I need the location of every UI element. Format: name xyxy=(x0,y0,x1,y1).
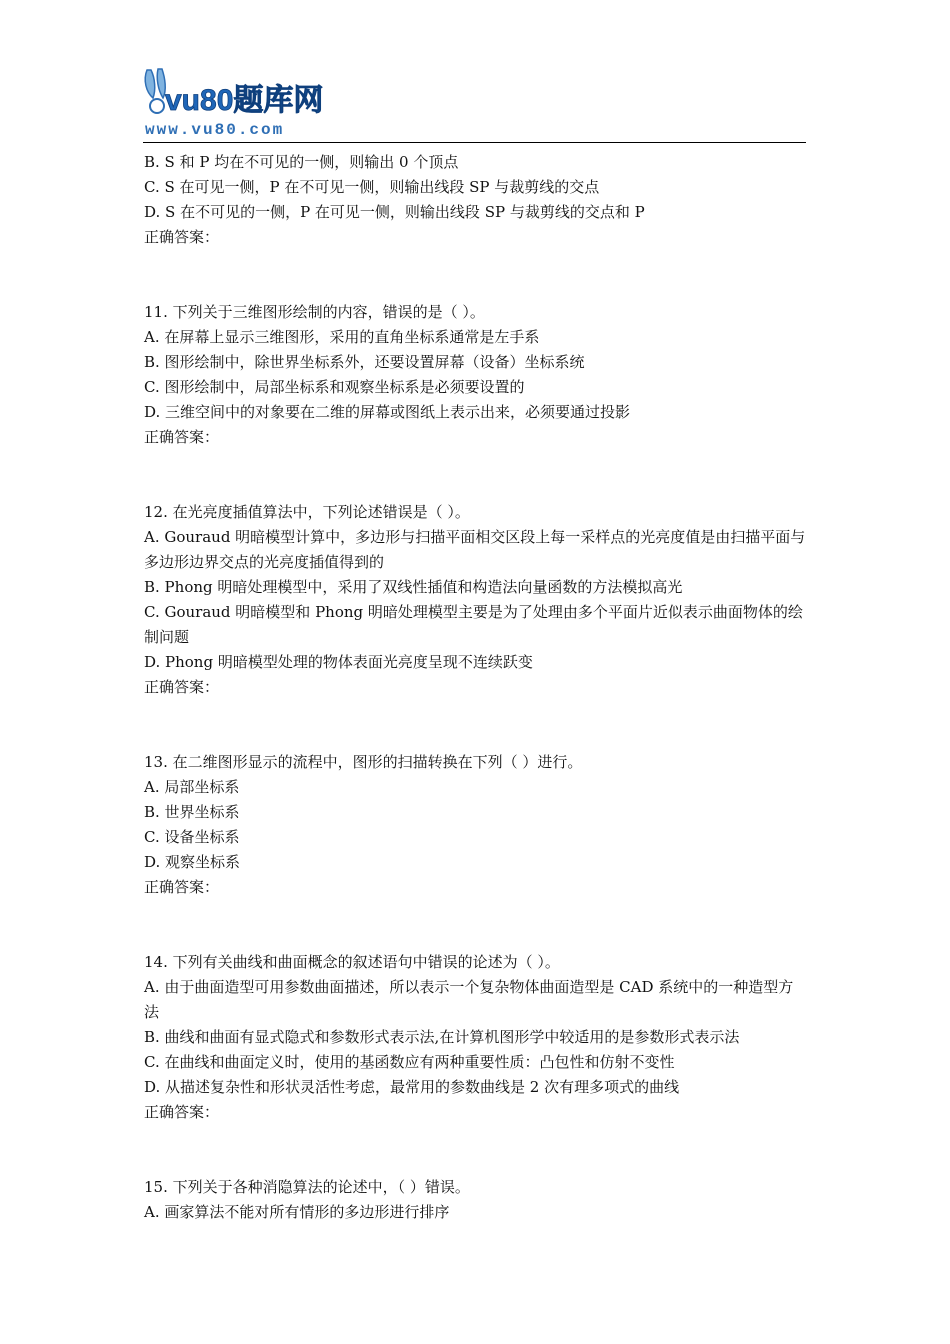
answer-label: 正确答案： xyxy=(144,228,220,246)
option-line: D. 从描述复杂性和形状灵活性考虑，最常用的参数曲线是 2 次有理多项式的曲线 xyxy=(144,1078,680,1096)
option-line: C. S 在可见一侧，P 在不可见一侧，则输出线段 SP 与裁剪线的交点 xyxy=(144,178,600,196)
option-line: B. S 和 P 均在不可见的一侧，则输出 0 个顶点 xyxy=(144,153,459,171)
question-stem: 15. 下列关于各种消隐算法的论述中，（ ）错误。 xyxy=(144,1178,470,1196)
option-line: B. 世界坐标系 xyxy=(144,803,240,821)
answer-label: 正确答案： xyxy=(144,428,220,446)
logo-url-text: www.vu80.com xyxy=(145,121,285,139)
question-11 xyxy=(144,300,808,450)
question-15 xyxy=(144,1175,808,1225)
question-stem: 14. 下列有关曲线和曲面概念的叙述语句中错误的论述为（ ）。 xyxy=(144,953,560,971)
option-line: C. 设备坐标系 xyxy=(144,828,240,846)
vu80-logo-graphic xyxy=(143,66,343,140)
vu80-logo xyxy=(143,66,343,140)
document-body xyxy=(144,150,808,1225)
option-line: C. 在曲线和曲面定义时，使用的基函数应有两种重要性质：凸包性和仿射不变性 xyxy=(144,1053,675,1071)
option-line: D. 观察坐标系 xyxy=(144,853,241,871)
question-14 xyxy=(144,950,808,1125)
question-stem: 13. 在二维图形显示的流程中，图形的扫描转换在下列（ ）进行。 xyxy=(144,753,583,771)
option-line: A. 画家算法不能对所有情形的多边形进行排序 xyxy=(144,1203,450,1221)
spacer xyxy=(144,900,808,950)
answer-label: 正确答案： xyxy=(144,878,220,896)
option-line: A. 在屏幕上显示三维图形，采用的直角坐标系通常是左手系 xyxy=(144,328,540,346)
question-12 xyxy=(144,500,808,700)
spacer xyxy=(144,450,808,500)
header-divider xyxy=(143,142,806,143)
spacer xyxy=(144,1125,808,1175)
option-line: A. 局部坐标系 xyxy=(144,778,240,796)
spacer xyxy=(144,250,808,300)
option-line: C. 图形绘制中，局部坐标系和观察坐标系是必须要设置的 xyxy=(144,378,525,396)
answer-label: 正确答案： xyxy=(144,1103,220,1121)
question-stem: 11. 下列关于三维图形绘制的内容，错误的是（ ）。 xyxy=(144,303,485,321)
option-line: A. Gouraud 明暗模型计算中，多边形与扫描平面相交区段上每一采样点的光亮度值是由扫描平面与多边形边界交点的光亮度插值得到的 xyxy=(144,528,806,571)
spacer xyxy=(144,700,808,750)
answer-label: 正确答案： xyxy=(144,678,220,696)
logo-main-text: vu80题库网 xyxy=(165,84,324,117)
option-line: C. Gouraud 明暗模型和 Phong 明暗处理模型主要是为了处理由多个平面片近似表示曲面物体的绘制问题 xyxy=(144,603,803,646)
previous-question-continuation xyxy=(144,150,808,250)
option-line: D. S 在不可见的一侧，P 在可见一侧，则输出线段 SP 与裁剪线的交点和 P xyxy=(144,203,645,221)
option-line: D. Phong 明暗模型处理的物体表面光亮度呈现不连续跃变 xyxy=(144,653,533,671)
option-line: A. 由于曲面造型可用参数曲面描述，所以表示一个复杂物体曲面造型是 CAD 系统中的一种造型方法 xyxy=(144,978,794,1021)
question-stem: 12. 在光亮度插值算法中，下列论述错误是（ ）。 xyxy=(144,503,470,521)
option-line: B. Phong 明暗处理模型中，采用了双线性插值和构造法向量函数的方法模拟高光 xyxy=(144,578,683,596)
option-line: D. 三维空间中的对象要在二维的屏幕或图纸上表示出来，必须要通过投影 xyxy=(144,403,631,421)
option-line: B. 曲线和曲面有显式隐式和参数形式表示法,在计算机图形学中较适用的是参数形式表示法 xyxy=(144,1028,740,1046)
question-13 xyxy=(144,750,808,900)
option-line: B. 图形绘制中，除世界坐标系外，还要设置屏幕（设备）坐标系统 xyxy=(144,353,585,371)
